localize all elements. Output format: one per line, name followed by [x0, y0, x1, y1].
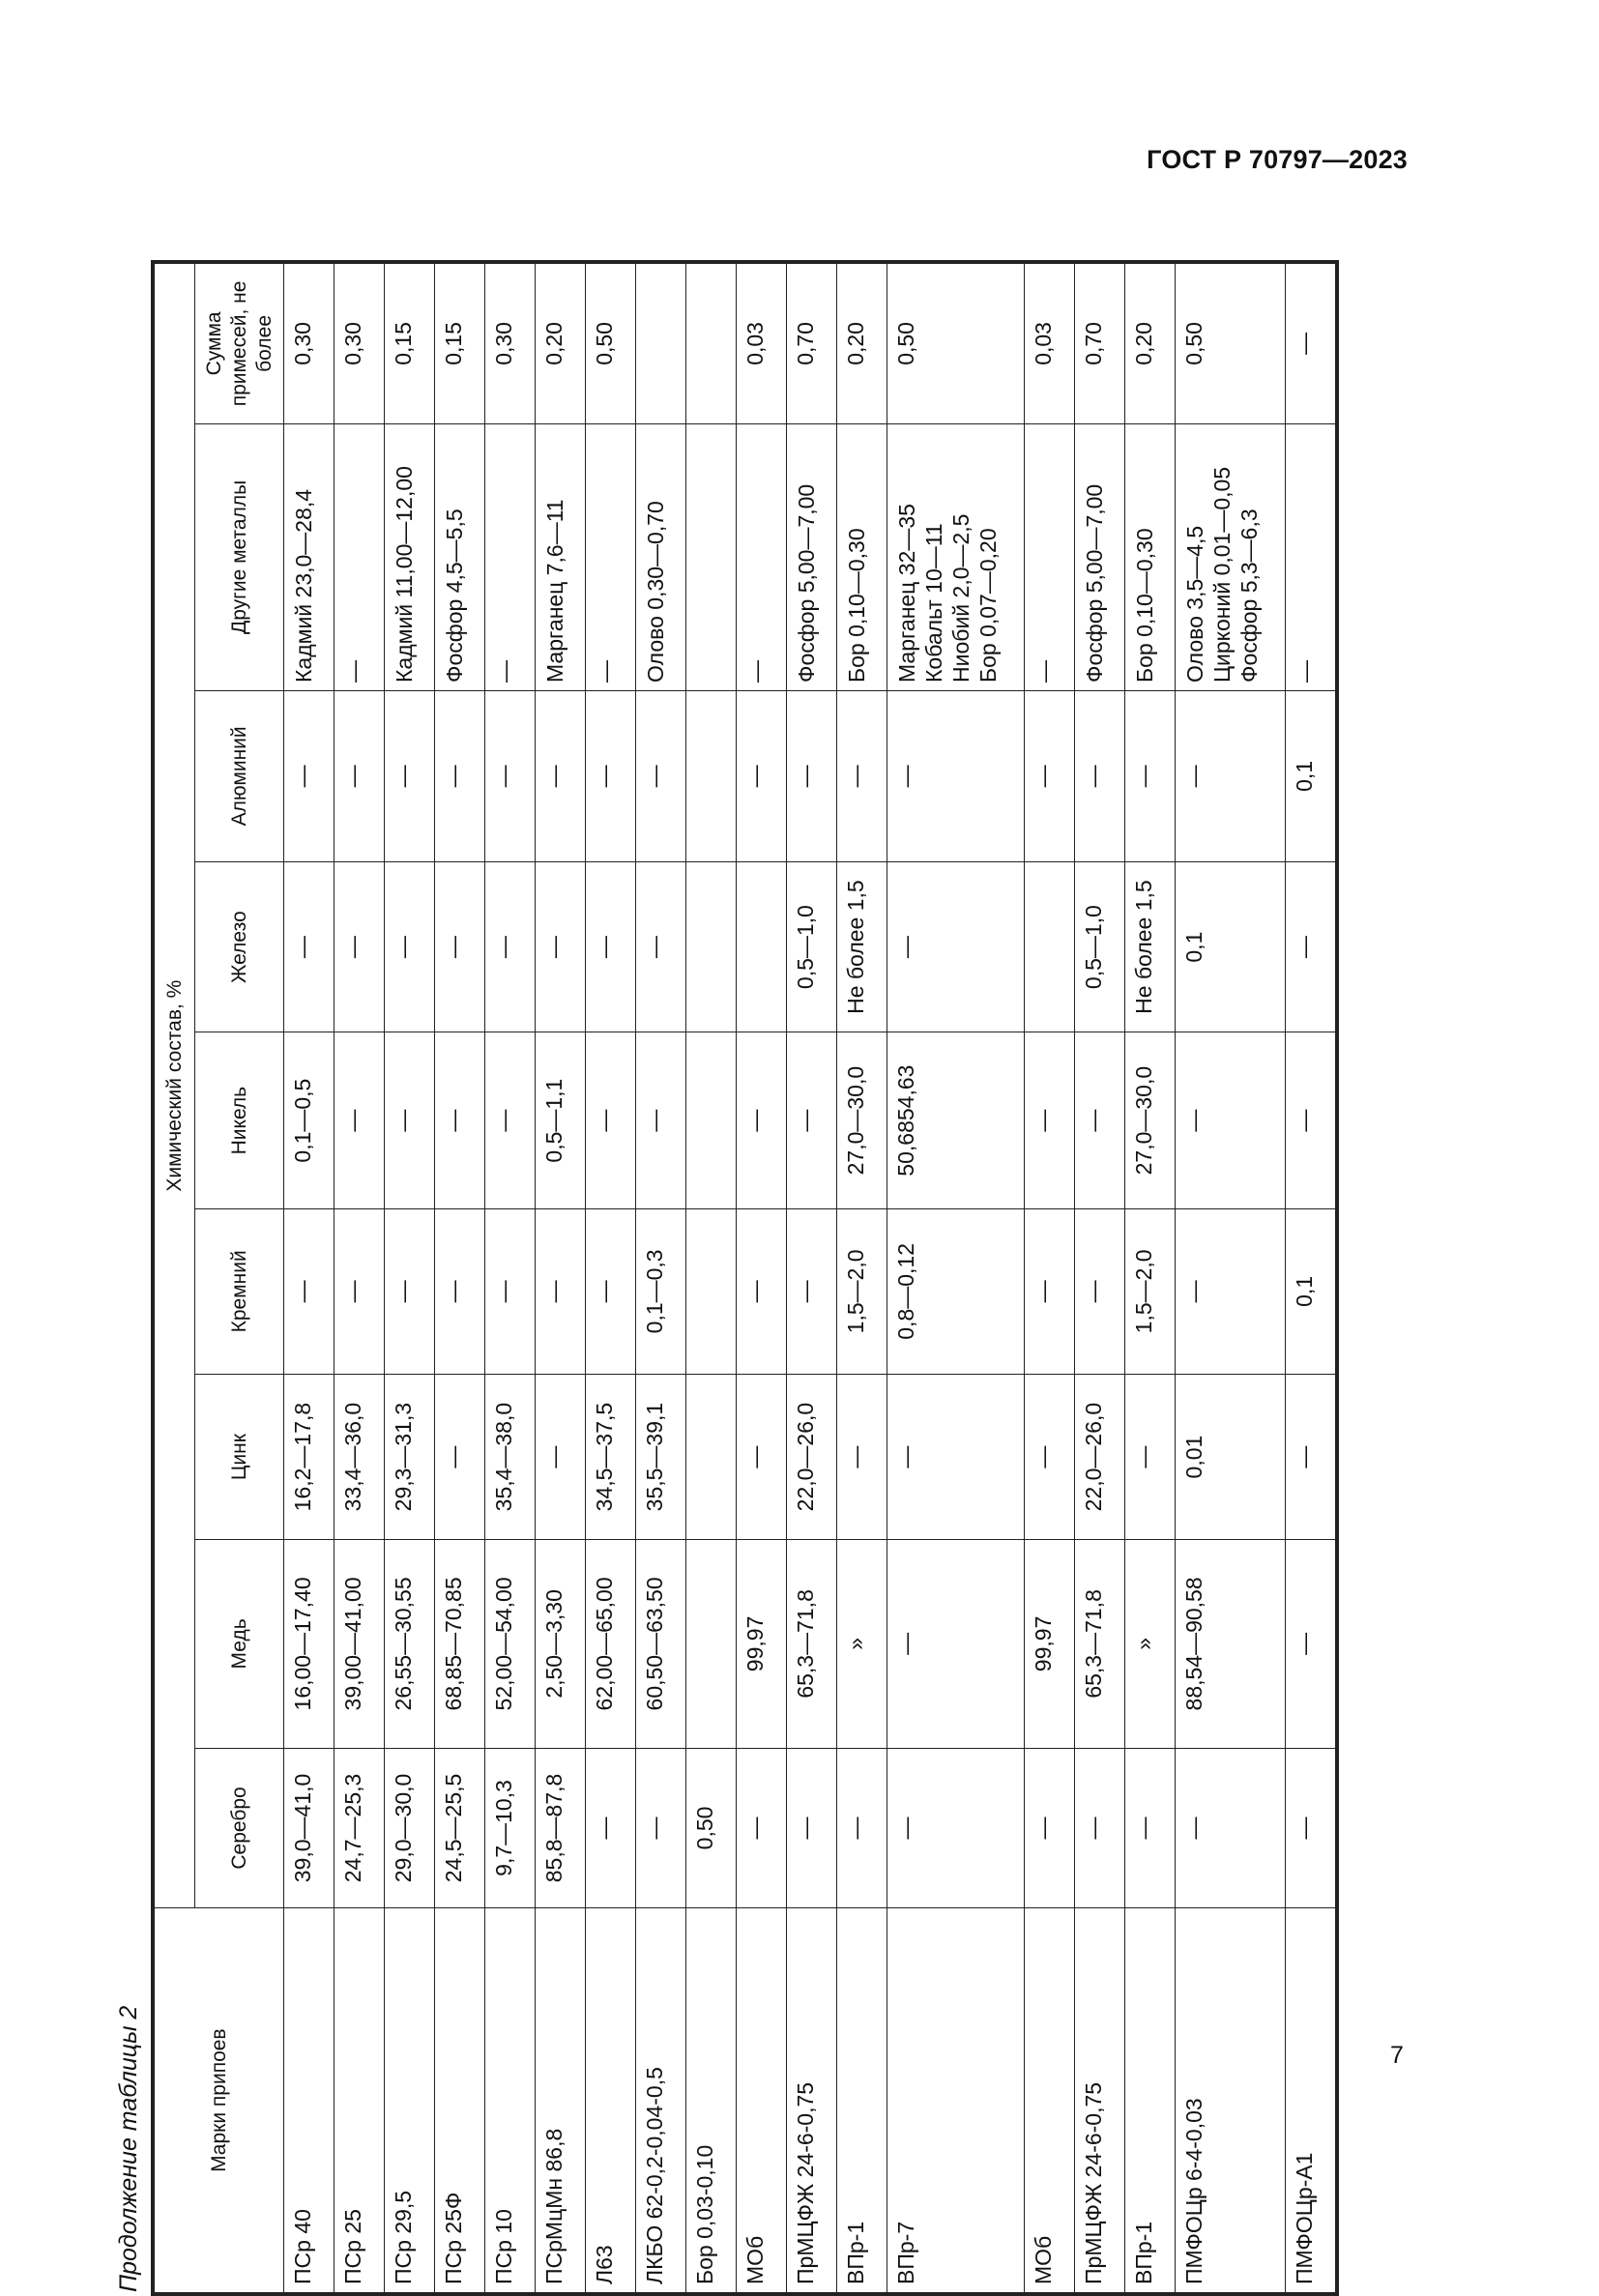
table-cell: —: [1286, 1374, 1336, 1539]
table-cell: —: [787, 1748, 837, 1908]
table-cell: »: [837, 1540, 887, 1748]
table-cell: —: [737, 1374, 787, 1539]
table-cell: —: [787, 1032, 837, 1208]
table-cell: 39,0—41,0: [284, 1748, 334, 1908]
table-block: [106, 227, 1344, 2296]
solder-mark-cell: ПСр 25: [334, 1908, 385, 2293]
table-cell: 22,0—26,0: [787, 1374, 837, 1539]
solder-mark-cell: МОб: [737, 1908, 787, 2293]
table-cell: [686, 1032, 737, 1208]
table-cell: —: [1025, 423, 1075, 690]
table-cell: 0,30: [334, 264, 385, 424]
table-cell: 99,97: [1025, 1540, 1075, 1748]
table-cell: —: [837, 690, 887, 861]
table-cell: —: [837, 1374, 887, 1539]
table-cell: 9,7—10,3: [485, 1748, 536, 1908]
table-cell: —: [334, 690, 385, 861]
table-cell: Марганец 7,6—11: [536, 423, 586, 690]
table-cell: —: [1025, 1374, 1075, 1539]
table-cell: —: [887, 861, 1025, 1032]
table-cell: —: [1075, 1208, 1125, 1374]
table-cell: —: [485, 423, 536, 690]
table-cell: —: [435, 1208, 485, 1374]
solder-mark-cell: ПСр 40: [284, 1908, 334, 2293]
solder-mark-cell: МОб: [1025, 1908, 1075, 2293]
table-cell: —: [1176, 1208, 1286, 1374]
table-cell: 0,50: [1176, 264, 1286, 424]
table-row: [385, 264, 435, 2293]
table-cell: 0,8—0,12: [887, 1208, 1025, 1374]
table-cell: [686, 1540, 737, 1748]
table-cell: [686, 264, 737, 424]
table-cell: [686, 1208, 737, 1374]
table-cell: 52,00—54,00: [485, 1540, 536, 1748]
table-cell: 88,54—90,58: [1176, 1540, 1286, 1748]
table-cell: [737, 861, 787, 1032]
table-cell: —: [887, 690, 1025, 861]
table-row: [1286, 264, 1336, 2293]
solder-mark-cell: Бор 0,03-0,10: [686, 1908, 737, 2293]
table-cell: —: [1286, 861, 1336, 1032]
table-cell: [636, 264, 686, 424]
document-number: ГОСТ Р 70797—2023: [1147, 145, 1408, 174]
table-cell: 33,4—36,0: [334, 1374, 385, 1539]
table-cell: Кадмий 11,00—12,00: [385, 423, 435, 690]
table-cell: —: [334, 1032, 385, 1208]
table-cell: —: [284, 861, 334, 1032]
column-header: Другие металлы: [195, 423, 284, 690]
solder-mark-cell: Л63: [586, 1908, 636, 2293]
table-cell: —: [636, 1032, 686, 1208]
column-header: Кремний: [195, 1208, 284, 1374]
table-cell: 0,01: [1176, 1374, 1286, 1539]
table-cell: 0,03: [1025, 264, 1075, 424]
table-cell: —: [837, 1748, 887, 1908]
table-cell: —: [284, 1208, 334, 1374]
table-cell: —: [636, 1748, 686, 1908]
table-cell: —: [1286, 264, 1336, 424]
table-cell: 0,1—0,5: [284, 1032, 334, 1208]
table-row: [1176, 264, 1286, 2293]
table-row: [737, 264, 787, 2293]
solder-mark-cell: ПрМЦФЖ 24-6-0,75: [1075, 1908, 1125, 2293]
table-caption: Продолжение таблицы 2: [115, 2005, 142, 2292]
table-cell: Фосфор 5,00—7,00: [1075, 423, 1125, 690]
table-cell: —: [1286, 423, 1336, 690]
table-cell: 0,1—0,3: [636, 1208, 686, 1374]
chemical-composition-table: [154, 263, 1336, 2293]
table-row: [787, 264, 837, 2293]
table-cell: —: [887, 1540, 1025, 1748]
solder-mark-cell: ВПр-7: [887, 1908, 1025, 2293]
table-cell: —: [485, 861, 536, 1032]
column-header: Медь: [195, 1540, 284, 1748]
solder-mark-cell: ПСр 10: [485, 1908, 536, 2293]
table-cell: 99,97: [737, 1540, 787, 1748]
table-cell: 0,30: [284, 264, 334, 424]
table-cell: 2,50—3,30: [536, 1540, 586, 1748]
table-cell: 34,5—37,5: [586, 1374, 636, 1539]
column-header: Железо: [195, 861, 284, 1032]
table-cell: —: [385, 1032, 435, 1208]
table-cell: 0,1: [1176, 861, 1286, 1032]
table-cell: —: [536, 1208, 586, 1374]
solder-mark-cell: ЛКБО 62-0,2-0,04-0,5: [636, 1908, 686, 2293]
table-cell: 60,50—63,50: [636, 1540, 686, 1748]
table-cell: 62,00—65,00: [586, 1540, 636, 1748]
table-cell: —: [334, 861, 385, 1032]
table-cell: —: [435, 1032, 485, 1208]
table-cell: 0,20: [1125, 264, 1176, 424]
table-cell: 35,4—38,0: [485, 1374, 536, 1539]
table-cell: —: [435, 1374, 485, 1539]
table-cell: 29,0—30,0: [385, 1748, 435, 1908]
table-cell: 0,30: [485, 264, 536, 424]
table-cell: »: [1125, 1540, 1176, 1748]
table-cell: 16,00—17,40: [284, 1540, 334, 1748]
table-cell: 0,03: [737, 264, 787, 424]
solder-mark-cell: ВПр-1: [837, 1908, 887, 2293]
table-cell: —: [536, 861, 586, 1032]
table-cell: —: [1025, 1748, 1075, 1908]
table-cell: Фосфор 4,5—5,5: [435, 423, 485, 690]
table-cell: —: [887, 1374, 1025, 1539]
solder-mark-cell: ПМФОЦр 6-4-0,03: [1176, 1908, 1286, 2293]
table-cell: 24,5—25,5: [435, 1748, 485, 1908]
solder-mark-cell: ПМФОЦр-А1: [1286, 1908, 1336, 2293]
table-row: [536, 264, 586, 2293]
table-cell: 0,5—1,0: [1075, 861, 1125, 1032]
table-cell: —: [1125, 1748, 1176, 1908]
table-row: [284, 264, 334, 2293]
table-cell: —: [737, 690, 787, 861]
table-cell: Не более 1,5: [1125, 861, 1176, 1032]
table-cell: 0,20: [536, 264, 586, 424]
solder-mark-cell: ПСр 25Ф: [435, 1908, 485, 2293]
table-cell: —: [1075, 690, 1125, 861]
table-cell: —: [536, 690, 586, 861]
table-cell: 29,3—31,3: [385, 1374, 435, 1539]
table-cell: —: [1125, 1374, 1176, 1539]
table-cell: 0,15: [385, 264, 435, 424]
table-cell: 0,5—1,1: [536, 1032, 586, 1208]
table-cell: —: [385, 1208, 435, 1374]
page-number: 7: [1390, 2042, 1404, 2069]
table-cell: Олово 0,30—0,70: [636, 423, 686, 690]
table-cell: 85,8—87,8: [536, 1748, 586, 1908]
table-cell: 65,3—71,8: [1075, 1540, 1125, 1748]
solder-mark-cell: ПСр 29,5: [385, 1908, 435, 2293]
table-row: [334, 264, 385, 2293]
table-row: [1025, 264, 1075, 2293]
table-row: [1075, 264, 1125, 2293]
table-cell: Не более 1,5: [837, 861, 887, 1032]
table-cell: —: [1176, 690, 1286, 861]
table-cell: Марганец 32—35 Кобальт 10—11 Ниобий 2,0—2,5 Бор 0,07—0,20: [887, 423, 1025, 690]
table-cell: —: [586, 1208, 636, 1374]
table-cell: —: [586, 690, 636, 861]
table-cell: [1025, 861, 1075, 1032]
column-header: Никель: [195, 1032, 284, 1208]
table-cell: —: [586, 1032, 636, 1208]
table-cell: 0,20: [837, 264, 887, 424]
table-cell: 26,55—30,55: [385, 1540, 435, 1748]
column-header: Алюминий: [195, 690, 284, 861]
solder-mark-cell: ВПр-1: [1125, 1908, 1176, 2293]
table-cell: 39,00—41,00: [334, 1540, 385, 1748]
table-cell: —: [1025, 1032, 1075, 1208]
table-cell: —: [1025, 1208, 1075, 1374]
table-cell: 68,85—70,85: [435, 1540, 485, 1748]
column-header: Сумма примесей, не более: [195, 264, 284, 424]
table-cell: Бор 0,10—0,30: [837, 423, 887, 690]
table-cell: —: [1125, 690, 1176, 861]
table-cell: —: [737, 1748, 787, 1908]
header-chemical-composition: Химический состав, %: [155, 264, 195, 1908]
table-cell: —: [334, 423, 385, 690]
table-cell: —: [1176, 1032, 1286, 1208]
table-cell: —: [385, 690, 435, 861]
table-cell: Бор 0,10—0,30: [1125, 423, 1176, 690]
table-row: [586, 264, 636, 2293]
table-cell: 0,50: [887, 264, 1025, 424]
table-cell: —: [536, 1374, 586, 1539]
table-cell: —: [1075, 1748, 1125, 1908]
table-row: [686, 264, 737, 2293]
table-cell: Фосфор 5,00—7,00: [787, 423, 837, 690]
table-cell: —: [334, 1208, 385, 1374]
table-cell: 35,5—39,1: [636, 1374, 686, 1539]
rotated-table-region: [106, 227, 1344, 2296]
table-cell: —: [435, 861, 485, 1032]
table-cell: —: [586, 1748, 636, 1908]
table-cell: —: [586, 861, 636, 1032]
table-cell: —: [385, 861, 435, 1032]
table-row: [435, 264, 485, 2293]
table-cell: —: [737, 1032, 787, 1208]
table-frame: [151, 260, 1339, 2296]
column-header: Цинк: [195, 1374, 284, 1539]
table-cell: —: [887, 1748, 1025, 1908]
table-cell: —: [1286, 1540, 1336, 1748]
table-cell: —: [435, 690, 485, 861]
table-cell: 16,2—17,8: [284, 1374, 334, 1539]
table-row: [837, 264, 887, 2293]
table-cell: 27,0—30,0: [837, 1032, 887, 1208]
table-cell: [686, 423, 737, 690]
table-cell: —: [586, 423, 636, 690]
solder-mark-cell: ПСрМцМн 86,8: [536, 1908, 586, 2293]
table-row: [887, 264, 1025, 2293]
table-cell: 0,1: [1286, 1208, 1336, 1374]
table-row: [485, 264, 536, 2293]
table-cell: —: [485, 690, 536, 861]
solder-mark-cell: ПрМЦФЖ 24-6-0,75: [787, 1908, 837, 2293]
table-cell: —: [1286, 1748, 1336, 1908]
table-cell: 27,0—30,0: [1125, 1032, 1176, 1208]
table-cell: 0,70: [1075, 264, 1125, 424]
table-cell: —: [485, 1208, 536, 1374]
table-cell: —: [787, 1208, 837, 1374]
table-row: [636, 264, 686, 2293]
table-cell: [686, 1374, 737, 1539]
table-cell: —: [737, 1208, 787, 1374]
table-cell: Олово 3,5—4,5 Цирконий 0,01—0,05 Фосфор 5,3—6,3: [1176, 423, 1286, 690]
table-cell: —: [787, 690, 837, 861]
table-cell: Кадмий 23,0—28,4: [284, 423, 334, 690]
table-cell: —: [485, 1032, 536, 1208]
table-cell: —: [1025, 690, 1075, 861]
table-cell: 0,50: [686, 1748, 737, 1908]
table-cell: 50,6854,63: [887, 1032, 1025, 1208]
table-cell: 0,5—1,0: [787, 861, 837, 1032]
table-cell: —: [284, 690, 334, 861]
table-cell: —: [737, 423, 787, 690]
table-cell: —: [636, 690, 686, 861]
table-cell: 0,50: [586, 264, 636, 424]
table-cell: —: [636, 861, 686, 1032]
table-cell: —: [1075, 1032, 1125, 1208]
table-cell: 1,5—2,0: [837, 1208, 887, 1374]
table-cell: [686, 690, 737, 861]
table-cell: 1,5—2,0: [1125, 1208, 1176, 1374]
table-cell: 65,3—71,8: [787, 1540, 837, 1748]
table-cell: 0,70: [787, 264, 837, 424]
header-solder-mark: Марки припоев: [155, 1908, 284, 2293]
table-row: [1125, 264, 1176, 2293]
column-header: Серебро: [195, 1748, 284, 1908]
table-cell: 22,0—26,0: [1075, 1374, 1125, 1539]
table-cell: 0,1: [1286, 690, 1336, 861]
table-cell: [686, 861, 737, 1032]
table-cell: —: [1286, 1032, 1336, 1208]
table-cell: —: [1176, 1748, 1286, 1908]
table-cell: 24,7—25,3: [334, 1748, 385, 1908]
table-cell: 0,15: [435, 264, 485, 424]
